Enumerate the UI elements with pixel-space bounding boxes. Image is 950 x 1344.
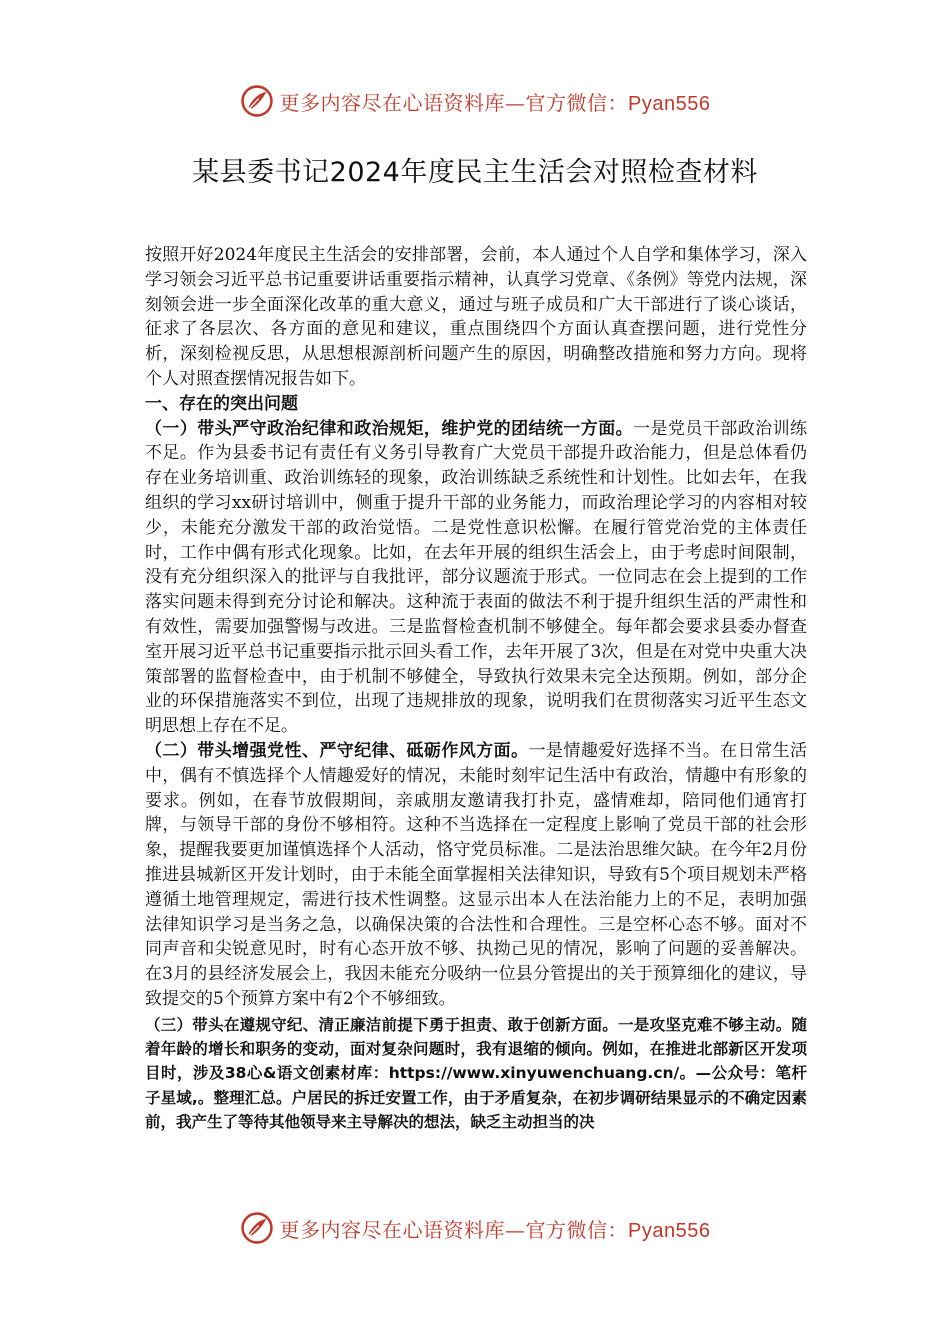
watermark-text: 更多内容尽在心语资料库—官方微信：Pyan556	[279, 1217, 711, 1242]
paragraph-3-heading: （三）带头在遵规守纪、清正廉洁前提下勇于担责、敢于创新方面。一是攻坚克难不够主动。	[145, 1015, 792, 1034]
section-heading: 一、存在的突出问题	[145, 393, 298, 414]
paragraph-2	[145, 739, 807, 1012]
paragraph-2-heading: （二）带头增强党性、严守纪律、砥砺作风方面。	[145, 740, 529, 761]
intro-paragraph: 按照开好2024年度民主生活会的安排部署，会前，本人通过个人自学和集体学习，深入学习领会习近平总书记重要讲话重要指示精神，认真学习党章、《条例》等党内法规，深刻领会进一步全面深化改革的重大意义，通过与班子成员和广大干部进行了谈心谈话，征求了各层次、各方面的意见和建议，重点围绕四个方面认真查摆问题，进行党性分析，深刻检视反思，从思想根源剖析问题产生的原因，明确整改措施和努力方向。现将个人对照查摆情况报告如下。	[145, 245, 807, 389]
paragraph-1-body: 一是党员干部政治训练不足。作为县委书记有责任有义务引导教育广大党员干部提升政治能力，但是总体看仍存在业务培训重、政治训练轻的现象，政治训练缺乏系统性和计划性。比如去年，在我组织的学习xx研讨培训中，侧重于提升干部的业务能力，而政治理论学习的内容相对较少，未能充分激发干部的政治觉悟。二是党性意识松懈。在履行管党治党的主体责任时，工作中偶有形式化现象。比如，在去年开展的组织生活会上，由于考虑时间限制，没有充分组织深入的批评与自我批评，部分议题流于形式。一位同志在会上提到的工作落实问题未得到充分讨论和解决。这种流于表面的做法不利于提升组织生活的严肃性和有效性，需要加强警惕与改进。三是监督检查机制不够健全。每年都会要求县委办督查室开展习近平总书记重要指示批示回头看工作，去年开展了3次，但是在对党中央重大决策部署的监督检查中，由于机制不够健全，导致执行效果未完全达预期。例如，部分企业的环保措施落实不到位，出现了违规排放的现象，说明我们在贯彻落实习近平生态文明思想上存在不足。	[145, 418, 808, 737]
watermark-text: 更多内容尽在心语资料库—官方微信：Pyan556	[279, 90, 711, 115]
paragraph-2-body: 一是情趣爱好选择不当。在日常生活中，偶有不慎选择个人情趣爱好的情况，未能时刻牢记生活中有政治，情趣中有形象的要求。例如，在春节放假期间，亲戚朋友邀请我打扑克，盛情难却，陪同他们通宵打牌，与领导干部的身份不够相符。这种不当选择在一定程度上影响了党员干部的社会形象，提醒我要更加谨慎选择个人活动，恪守党员标准。二是法治思维欠缺。在今年2月份推进县城新区开发计划时，由于未能全面掌握相关法律知识，导致有5个项目规划未严格遵循土地管理规定，需进行技术性调整。这显示出本人在法治能力上的不足，表明加强法律知识学习是当务之急，以确保决策的合法性和合理性。三是空杯心态不够。面对不同声音和尖锐意见时，时有心态开放不够、执拗己见的情况，影响了问题的妥善解决。在3月的县经济发展会上，我因未能充分吸纳一位县分管提出的关于预算细化的建议，导致提交的5个预算方案中有2个不够细致。	[145, 740, 808, 1009]
paragraph-3	[145, 1013, 807, 1134]
footer-watermark	[0, 1211, 950, 1245]
brand-logo-icon	[240, 1211, 274, 1245]
paragraph-1-heading: （一）带头严守政治纪律和政治规矩，维护党的团结统一方面。	[145, 418, 634, 439]
document-title: 某县委书记2024年度民主生活会对照检查材料	[192, 157, 758, 188]
paragraph-1	[145, 417, 807, 739]
paragraph-3-body: 随着年龄的增长和职务的变动，面对复杂问题时，我有退缩的倾向。例如，在推进北部新区开发项目时，涉及38心&语文创素材库：https://www.xinyuwenchuang.cn/。—公众号：笔杆子星域,。整理汇总。户居民的拆迁安置工作，由于矛盾复杂，在初步调研结果显示的不确定因素前，我产生了等待其他领导来主导解决的想法，缺乏主动担当的决	[145, 1015, 807, 1131]
document-body	[145, 243, 807, 1134]
header-watermark	[0, 84, 950, 118]
brand-logo-icon	[240, 84, 274, 118]
